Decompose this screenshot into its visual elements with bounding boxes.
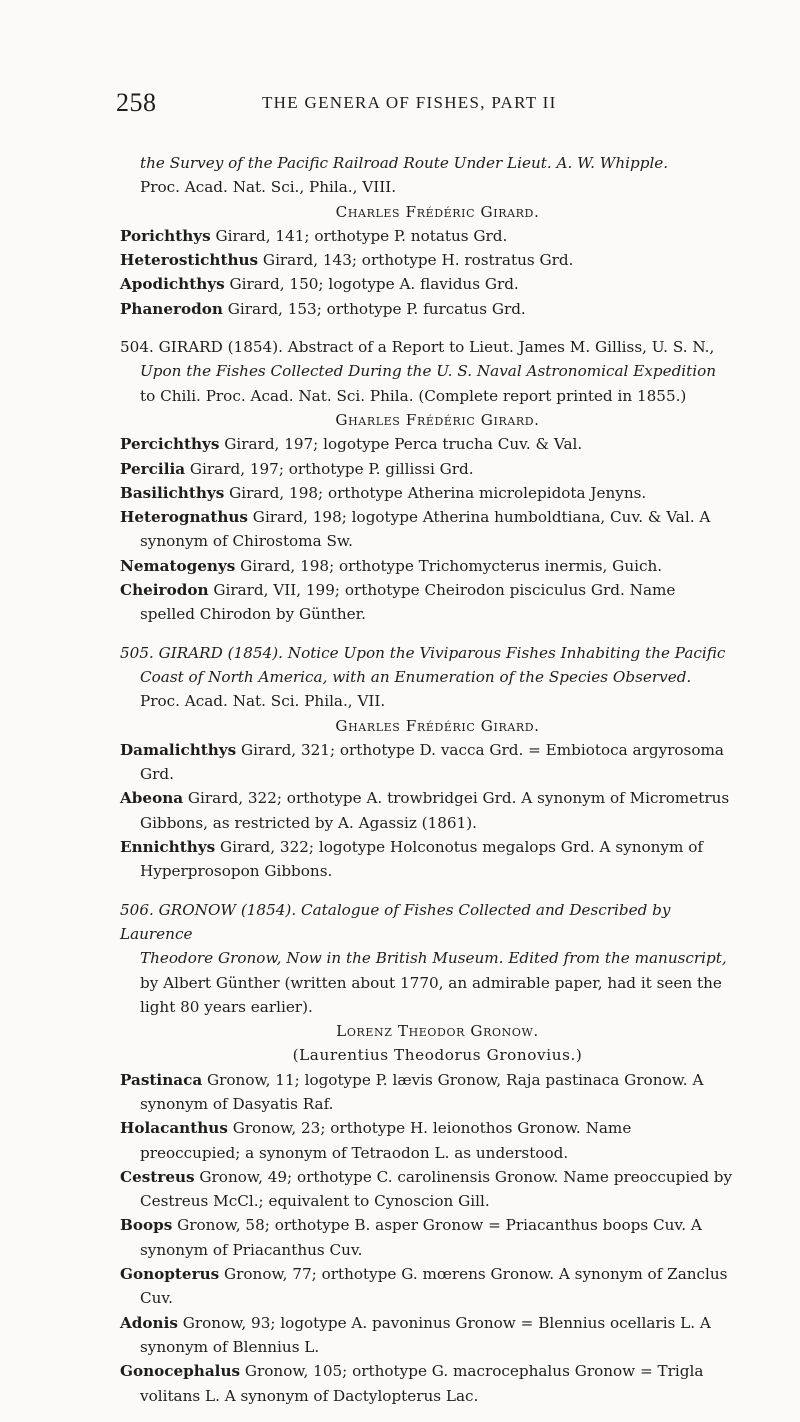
genus-entry [120,224,735,248]
genus-entry [120,738,735,787]
genus-entry [120,1116,735,1165]
page-number: 258 [116,88,157,117]
genus-name: Porichthys [120,226,211,245]
entry-503-continued [120,151,735,321]
running-head: THE GENERA OF FISHES, PART II [262,93,557,112]
genus-detail: Girard, VII, 199; orthotype Cheirodon pisciculus Grd. Name spelled Chirodon by Günther. [140,581,676,624]
genus-name: Pastinaca [120,1070,203,1089]
genus-detail: Gronow, 23; orthotype H. leionothos Gronow. Name preoccupied; a synonym of Tetraodon L. as understood. [140,1119,632,1162]
genus-name: Damalichthys [120,740,237,759]
genus-name: Phanerodon [120,299,223,318]
genus-entry [120,1068,735,1117]
genus-detail: Gronow, 58; orthotype B. asper Gronow = Priacanthus boops Cuv. A synonym of Priacanthus Cuv. [140,1216,702,1259]
author-name: Lorenz Theodor Gronow. [336,1022,539,1041]
genus-detail: Girard, 198; orthotype Atherina microlepidota Jenyns. [224,483,647,502]
genus-entry [120,1213,735,1262]
genus-entry [120,272,735,296]
author-name: Charles Frédéric Girard. [335,202,540,221]
genus-name: Percichthys [120,435,220,454]
genus-entry [120,248,735,272]
entry-heading: 506. GRONOW (1854). Catalogue of Fishes Collected and Described by Laurence [120,900,671,943]
entry-title-line: by Albert Günther (written about 1770, an admirable paper, had it seen the [140,973,722,992]
genus-name: Adonis [120,1313,178,1332]
genus-name: Percilia [120,459,186,478]
entry-506 [120,898,735,1408]
genus-name: Boops [120,1216,173,1235]
entry-heading: 504. GIRARD (1854). Abstract of a Report to Lieut. James M. Gilliss, U. S. N., [120,338,715,357]
genus-name: Holacanthus [120,1119,228,1138]
genus-entry [120,481,735,505]
genus-entry [120,432,735,456]
page-body [120,151,735,1422]
genus-entry [120,578,735,627]
genus-detail: Girard, 197; orthotype P. gillissi Grd. [185,459,474,478]
genus-detail: Girard, 153; orthotype P. furcatus Grd. [222,299,526,318]
genus-name: Nematogenys [120,556,236,575]
entry-title-line: Theodore Gronow, Now in the British Museum. Edited from the manuscript, [140,949,727,968]
genus-detail: Girard, 321; orthotype D. vacca Grd. = Embiotoca argyrosoma Grd. [140,740,724,784]
page-header [116,88,736,118]
genus-detail: Girard, 150; logotype A. flavidus Grd. [224,275,519,294]
genus-name: Cestreus [120,1167,195,1186]
genus-name: Abeona [120,789,184,808]
genus-entry [120,835,735,884]
genus-entry [120,1359,735,1408]
genus-detail: Girard, 322; logotype Holconotus megalops Grd. A synonym of Hyperprosopon Gibbons. [140,838,704,881]
genus-name: Ennichthys [120,838,216,857]
entry-title-line: to Chili. Proc. Acad. Nat. Sci. Phila. (Complete report printed in 1855.) [140,386,687,405]
author-latin-name: (Laurentius Theodorus Gronovius.) [292,1046,583,1065]
author-name: Gharles Frédéric Girard. [335,410,540,429]
genus-detail: Girard, 198; orthotype Trichomycterus inermis, Guich. [235,556,663,575]
genus-name: Gonocephalus [120,1362,241,1381]
genus-entry [120,554,735,578]
genus-entry [120,786,735,835]
genus-entry [120,1165,735,1214]
genus-detail: Gronow, 49; orthotype C. carolinensis Gronow. Name preoccupied by Cestreus McCl.; equivalent to Cynoscion Gill. [140,1167,733,1211]
entry-title-line: light 80 years earlier). [140,997,313,1016]
entry-heading: 505. GIRARD (1854). Notice Upon the Viviparous Fishes Inhabiting the Pacific [120,643,726,662]
genus-detail: Gronow, 105; orthotype G. macrocephalus Gronow = Trigla volitans L. A synonym of Dactylopterus Lac. [140,1362,704,1405]
genus-entry [120,457,735,481]
entry-504 [120,335,735,627]
publication: Proc. Acad. Nat. Sci., Phila., VIII. [140,178,397,197]
author-name: Gharles Frédéric Girard. [335,716,540,735]
genus-entry [120,1262,735,1311]
genus-detail: Gronow, 93; logotype A. pavoninus Gronow = Blennius ocellaris L. A synonym of Blennius L. [140,1313,711,1356]
entry-title-line: Coast of North America, with an Enumeration of the Species Observed. [140,667,692,686]
genus-entry [120,505,735,554]
genus-detail: Girard, 141; orthotype P. notatus Grd. [210,226,508,245]
entry-title-line: Upon the Fishes Collected During the U. S. Naval Astronomical Expedition [140,362,717,381]
genus-name: Cheirodon [120,581,209,600]
genus-name: Heterognathus [120,508,248,527]
genus-name: Gonopterus [120,1265,220,1284]
entry-title-continued: the Survey of the Pacific Railroad Route Under Lieut. A. W. Whipple. [140,154,669,172]
genus-detail: Gronow, 77; orthotype G. mœrens Gronow. A synonym of Zanclus Cuv. [140,1265,728,1308]
genus-entry [120,297,735,321]
genus-detail: Girard, 197; logotype Perca trucha Cuv. & Val. [219,435,583,454]
genus-entry [120,1311,735,1360]
genus-detail: Gronow, 11; logotype P. lævis Gronow, Raja pastinaca Gronow. A synonym of Dasyatis Raf. [140,1070,704,1113]
entry-title-line: Proc. Acad. Nat. Sci. Phila., VII. [140,692,386,711]
entry-505 [120,641,735,884]
genus-name: Heterostichthus [120,251,259,270]
genus-detail: Girard, 143; orthotype H. rostratus Grd. [258,251,574,270]
genus-name: Basilichthys [120,483,225,502]
genus-name: Apodichthys [120,275,225,294]
genus-detail: Girard, 322; orthotype A. trowbridgei Grd. A synonym of Micrometrus Gibbons, as restricted by A. Agassiz (1861). [140,789,730,832]
genus-detail: Girard, 198; logotype Atherina humboldtiana, Cuv. & Val. A synonym of Chirostoma Sw. [140,508,711,551]
